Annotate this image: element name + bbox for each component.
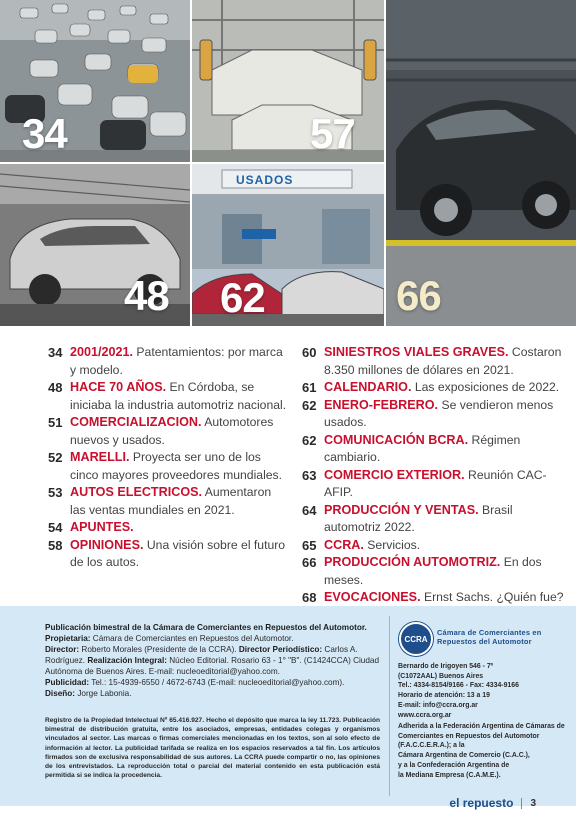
toc-entry[interactable]	[302, 554, 572, 589]
toc-page-number: 65	[302, 537, 317, 553]
toc-entry[interactable]	[48, 484, 288, 519]
publication-credits	[45, 622, 380, 699]
toc-page-number: 53	[48, 485, 63, 500]
director-value: Roberto Morales (Presidente de la CCRA).	[81, 645, 237, 654]
toc-description: Reunión CAC-AFIP.	[324, 467, 547, 499]
photo-highway-traffic	[0, 0, 190, 162]
ads-label: Publicidad:	[45, 678, 90, 687]
owner-value: Cámara de Comerciantes en Repuestos del Automotor.	[92, 634, 294, 643]
legal-notice: Registro de la Propiedad Intelectual Nº 65.416.927. Hecho el depósito que marca la ley 11.723. Publicación bimestral de distribución gratuita, entre los asociados, empresas, entidades colegas y organismos vinculados al sector. Las marcas o firmas comerciales mencionadas en los textos, son al solo efecto de información al lector. La publicidad tarifada se realiza en los espacios reservados a tal fin. Los artículos firmados son de exclusiva responsabilidad de sus autores. La CCRA puede compartir o no, las opiniones de los entrevistados. La reproducción total o parcial del material contenido en esta publicación está permitida si se indica la procedencia.	[45, 717, 380, 780]
toc-title: CCRA.	[324, 537, 364, 552]
toc-entry[interactable]	[48, 344, 288, 379]
toc-page-number: 62	[302, 432, 317, 448]
toc-entry[interactable]	[302, 344, 572, 379]
email-link[interactable]: E-mail: info@ccra.org.ar	[398, 701, 478, 709]
publication-headline: Publicación bimestral de la Cámara de Comerciantes en Repuestos del Automotor.	[45, 623, 367, 632]
toc-description: Las exposiciones de 2022.	[414, 380, 560, 394]
journalist-value: Carlos A. Rodríguez.	[45, 645, 358, 665]
toc-description: Patentamientos: por marca y modelo.	[70, 345, 283, 377]
toc-page-number: 64	[302, 502, 317, 518]
ads-value: Tel.: 15-4939-6550 / 4672-6743 (E-mail: nucleoeditorial@yahoo.com).	[91, 678, 345, 687]
toc-title: PRODUCCIÓN Y VENTAS.	[324, 502, 479, 517]
toc-title: OPINIONES.	[70, 537, 144, 552]
toc-description: Ernst Sachs. ¿Quién fue?	[423, 590, 564, 604]
ccra-contact	[398, 662, 568, 720]
photo-vintage-car	[0, 164, 190, 326]
toc-title: HACE 70 AÑOS.	[70, 380, 167, 394]
phone-numbers: Tel.: 4334-8154/9166 - Fax: 4334-9166	[398, 682, 519, 690]
toc-page-number: 63	[302, 467, 317, 483]
photo-number-57: 57	[310, 110, 355, 157]
toc-description: Una visión sobre el futuro de los autos.	[70, 537, 286, 569]
toc-description: Automotores nuevos y usados.	[70, 415, 274, 447]
toc-page-number: 48	[48, 380, 63, 395]
production-label: Realización Integral:	[87, 656, 167, 665]
website-link[interactable]: www.ccra.org.ar	[398, 711, 452, 719]
toc-title: COMERCIALIZACION.	[70, 415, 202, 429]
panel-divider	[389, 616, 390, 796]
ccra-name	[437, 628, 567, 646]
affiliation-3: y a la Confederación Argentina de	[398, 761, 510, 769]
design-value: Jorge Labonia.	[77, 689, 132, 698]
toc-title: MARELLI.	[70, 450, 130, 464]
owner-label: Propietaria:	[45, 634, 91, 643]
photo-number-66: 66	[396, 272, 441, 319]
toc-entry[interactable]	[48, 519, 288, 537]
affiliation-4: la Mediana Empresa (C.A.M.E.).	[398, 771, 501, 779]
toc-entry[interactable]	[302, 467, 572, 502]
toc-description: Brasil automotriz 2022.	[324, 502, 513, 534]
toc-description: Aumentaron las ventas mundiales en 2021.	[70, 485, 272, 517]
toc-entry[interactable]	[302, 589, 572, 607]
magazine-footer	[449, 796, 536, 810]
address-line1: Bernardo de Irigoyen 546 - 7º	[398, 663, 494, 670]
design-label: Diseño:	[45, 689, 76, 698]
toc-title: COMUNICACIÓN BCRA.	[324, 432, 469, 447]
footer-separator	[521, 798, 522, 809]
toc-entry[interactable]	[48, 449, 288, 484]
photo-number-48: 48	[124, 272, 169, 319]
ccra-logo: CCRA	[399, 622, 433, 656]
director-label: Director:	[45, 645, 80, 654]
toc-left-column	[48, 344, 288, 572]
toc-entry[interactable]	[48, 537, 288, 572]
toc-title: EVOCACIONES.	[324, 590, 421, 604]
toc-description: Se vendieron menos usados.	[324, 397, 554, 429]
toc-description: En dos meses.	[324, 555, 542, 587]
toc-description: Servicios.	[367, 537, 421, 552]
toc-description: Proyecta ser uno de los cinco mayores proveedores mundiales.	[70, 450, 283, 482]
affiliation-1: Adherida a la Federación Argentina de Cámaras de Comerciantes en Repuestos del Automotor (F.A.C.C.E.R.A.); a la	[398, 723, 565, 750]
toc-entry[interactable]	[302, 432, 572, 467]
toc-page-number: 66	[302, 555, 317, 570]
photo-car-factory	[386, 0, 576, 326]
photo-number-62: 62	[220, 274, 265, 321]
toc-page-number: 62	[302, 397, 317, 413]
journalist-label: Director Periodístico:	[238, 645, 323, 654]
toc-right-column	[302, 344, 572, 607]
toc-title: CALENDARIO.	[324, 380, 412, 394]
toc-page-number: 58	[48, 537, 63, 553]
toc-title: APUNTES.	[70, 520, 134, 534]
page-number: 3	[530, 797, 536, 809]
toc-description: En Córdoba, se iniciaba la industria automotriz nacional.	[70, 380, 287, 412]
toc-entry[interactable]	[302, 537, 572, 555]
toc-page-number: 52	[48, 450, 63, 465]
ccra-name-line2: Repuestos del Automotor	[437, 637, 532, 646]
toc-page-number: 34	[48, 345, 63, 360]
assembly-line-illustration	[192, 0, 384, 162]
toc-title: 2001/2021.	[70, 345, 134, 359]
toc-entry[interactable]	[48, 379, 288, 414]
toc-page-number: 60	[302, 345, 317, 360]
photo-number-34: 34	[22, 110, 67, 157]
toc-description: Régimen cambiario.	[324, 432, 521, 464]
toc-entry[interactable]	[302, 397, 572, 432]
toc-description: Costaron 8.350 millones de dólares en 2021.	[324, 345, 562, 377]
usados-sign: USADOS	[236, 173, 294, 187]
production-value: Núcleo Editorial. Rosario 63 - 1° "B". (C1424CCA) Ciudad Autónoma de Buenos Aires. E-mail: nucleoeditorial@yahoo.com.	[45, 656, 380, 676]
toc-page-number: 61	[302, 380, 317, 395]
affiliation-2: Cámara Argentina de Comercio (C.A.C.),	[398, 752, 530, 760]
toc-title: ENERO-FEBRERO.	[324, 397, 439, 412]
toc-page-number: 54	[48, 520, 63, 535]
toc-page-number: 51	[48, 415, 63, 430]
toc-title: COMERCIO EXTERIOR.	[324, 467, 465, 482]
toc-entry[interactable]	[302, 502, 572, 537]
address-line2: (C1072AAL) Buenos Aires	[398, 672, 484, 680]
photo-grid	[0, 0, 576, 326]
ccra-name-line1: Cámara de Comerciantes en	[437, 628, 542, 637]
toc-entry[interactable]	[48, 414, 288, 449]
toc-title: PRODUCCIÓN AUTOMOTRIZ.	[324, 555, 501, 569]
photo-used-car-lot	[192, 164, 384, 326]
toc-title: AUTOS ELECTRICOS.	[70, 485, 203, 499]
office-hours: Horario de atención: 13 a 19	[398, 692, 490, 700]
magazine-brand: el repuesto	[449, 796, 514, 810]
affiliations	[398, 722, 570, 780]
toc-page-number: 68	[302, 590, 317, 605]
photo-assembly-line	[192, 0, 384, 162]
toc-title: SINIESTROS VIALES GRAVES.	[324, 345, 509, 359]
toc-entry[interactable]	[302, 379, 572, 397]
